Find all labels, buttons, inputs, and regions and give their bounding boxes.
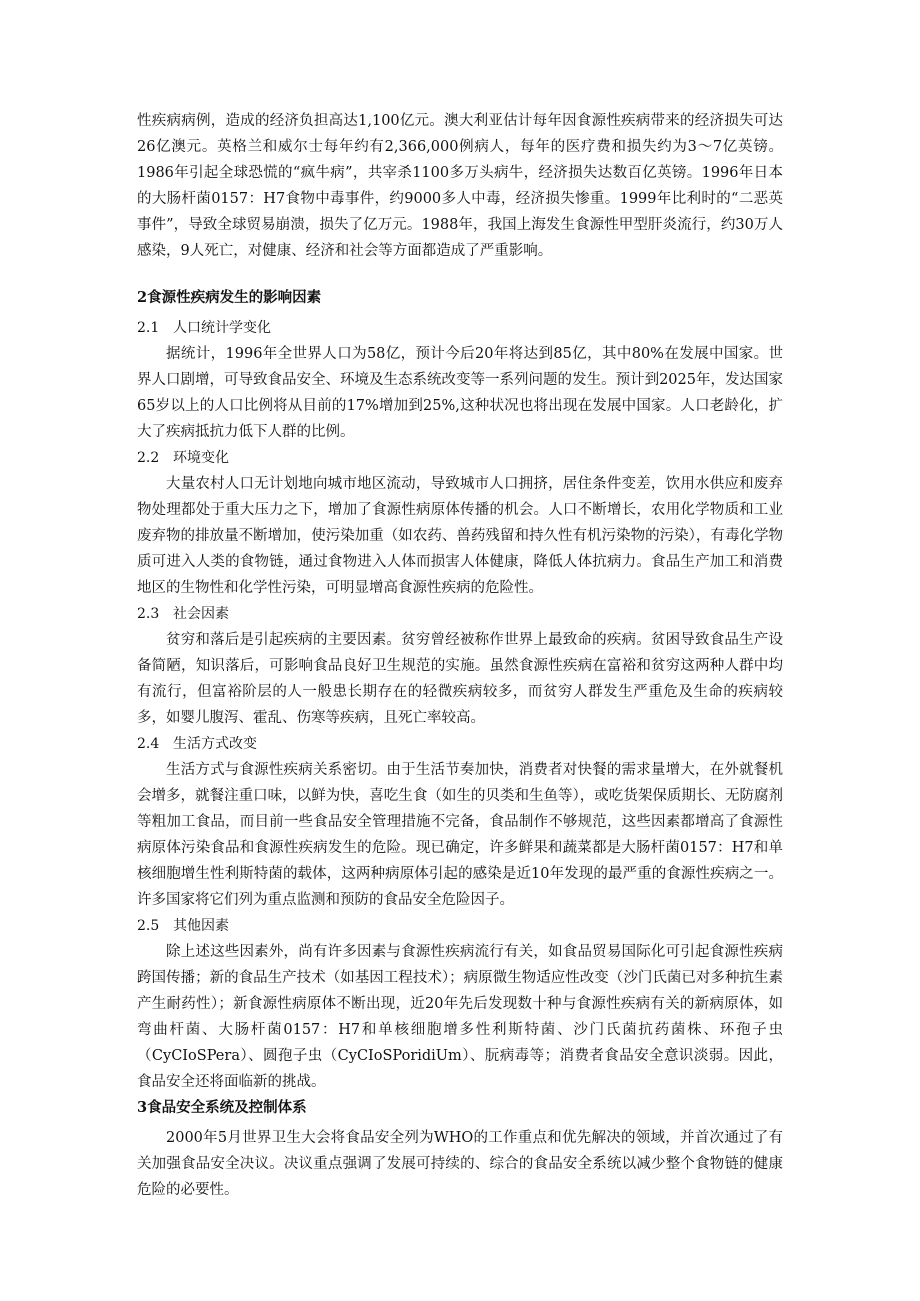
intro-paragraph: 性疾病病例，造成的经济负担高达1,100亿元。澳大利亚估计每年因食源性疾病带来的经济损失可达26亿澳元。英格兰和威尔士每年约有2,366,000例病人，每年的医疗费和损失约为3～7亿英镑。1986年引起全球恐慌的“疯牛病”，共宰杀1100多万头病牛，经济损失达数百亿英镑。1996年日本的大肠杆菌0157：H7食物中毒事件，约9000多人中毒，经济损失惨重。1999年比利时的“二恶英事件”，导致全球贸易崩溃，损失了亿万元。1988年，我国上海发生食源性甲型肝炎流行，约30万人感染，9人死亡，对健康、经济和社会等方面都造成了严重影响。 bbox=[137, 113, 783, 259]
subsection-2-2-heading bbox=[137, 445, 783, 471]
subsection-number: 2.5 bbox=[137, 918, 160, 934]
subsection-title: 其他因素 bbox=[173, 918, 229, 934]
subsection-2-4-paragraph: 生活方式与食源性疾病关系密切。由于生活节奏加快，消费者对快餐的需求量增大，在外就餐机会增多，就餐注重口味，以鲜为快，喜吃生食（如生的贝类和生鱼等），或吃货架保质期长、无防腐剂等粗加工食品，而目前一些食品安全管理措施不完备，食品制作不够规范，这些因素都增高了食源性病原体污染食品和食源性疾病发生的危险。现已确定，许多鲜果和蔬菜都是大肠杆菌0157：H7和单核细胞增生性利斯特菌的载体，这两种病原体引起的感染是近10年发现的最严重的食源性疾病之一。许多国家将它们列为重点监测和预防的食品安全危险因子。 bbox=[137, 762, 783, 908]
section-3-paragraph: 2000年5月世界卫生大会将食品安全列为WHO的工作重点和优先解决的领域，并首次通过了有关加强食品安全决议。决议重点强调了发展可持续的、综合的食品安全系统以减少整个食物链的健康危险的必要性。 bbox=[137, 1130, 783, 1198]
subsection-number: 2.1 bbox=[137, 320, 160, 336]
subsection-title: 环境变化 bbox=[173, 450, 229, 466]
subsection-2-1-heading bbox=[137, 315, 783, 341]
subsection-number: 2.3 bbox=[137, 606, 160, 622]
document-page bbox=[137, 108, 783, 1203]
section-gap bbox=[137, 264, 783, 285]
subsection-2-3-paragraph: 贫穷和落后是引起疾病的主要因素。贫穷曾经被称作世界上最致命的疾病。贫困导致食品生产设备简陋，知识落后，可影响食品良好卫生规范的实施。虽然食源性疾病在富裕和贫穷这两种人群中均有流行，但富裕阶层的人一般患长期存在的轻微疾病较多，而贫穷人群发生严重危及生命的疾病较多，如婴儿腹泻、霍乱、伤寒等疾病，且死亡率较高。 bbox=[137, 632, 783, 726]
section-3-heading: 3食品安全系统及控制体系 bbox=[137, 1099, 307, 1116]
subsection-number: 2.4 bbox=[137, 736, 160, 752]
subsection-2-1-paragraph: 据统计，1996年全世界人口为58亿，预计今后20年将达到85亿，其中80%在发展中国家。世界人口剧增，可导致食品安全、环境及生态系统改变等一系列问题的发生。预计到2025年，发达国家65岁以上的人口比例将从目前的17%增加到25%,这种状况也将出现在发展中国家。人口老龄化，扩大了疾病抵抗力低下人群的比例。 bbox=[137, 346, 783, 440]
subsection-2-5-heading bbox=[137, 913, 783, 939]
subsection-title: 人口统计学变化 bbox=[173, 320, 271, 336]
subsection-2-2-paragraph: 大量农村人口无计划地向城市地区流动，导致城市人口拥挤，居住条件变差，饮用水供应和废弃物处理都处于重大压力之下，增加了食源性病原体传播的机会。人口不断增长，农用化学物质和工业废弃物的排放量不断增加，使污染加重（如农药、兽药残留和持久性有机污染物的污染），有毒化学物质可进入人类的食物链，通过食物进入人体而损害人体健康，降低人体抗病力。食品生产加工和消费地区的生物性和化学性污染，可明显增高食源性疾病的危险性。 bbox=[137, 476, 783, 596]
section-2-heading: 2食源性疾病发生的影响因素 bbox=[137, 289, 322, 306]
subsection-2-4-heading bbox=[137, 731, 783, 757]
subsection-2-3-heading bbox=[137, 601, 783, 627]
subsection-2-5-paragraph: 除上述这些因素外，尚有许多因素与食源性疾病流行有关，如食品贸易国际化可引起食源性疾病跨国传播；新的食品生产技术（如基因工程技术）；病原微生物适应性改变（沙门氏菌已对多种抗生素产生耐药性）；新食源性病原体不断出现，近20年先后发现数十种与食源性疾病有关的新病原体，如弯曲杆菌、大肠杆菌0157：H7和单核细胞增多性利斯特菌、沙门氏菌抗药菌株、环孢子虫（CyCIoSPera）、圆孢子虫（CyCIoSPoridiUm）、朊病毒等；消费者食品安全意识淡弱。因此，食品安全还将面临新的挑战。 bbox=[137, 944, 783, 1090]
subsection-title: 生活方式改变 bbox=[173, 736, 257, 752]
subsection-title: 社会因素 bbox=[173, 606, 229, 622]
subsection-number: 2.2 bbox=[137, 450, 160, 466]
